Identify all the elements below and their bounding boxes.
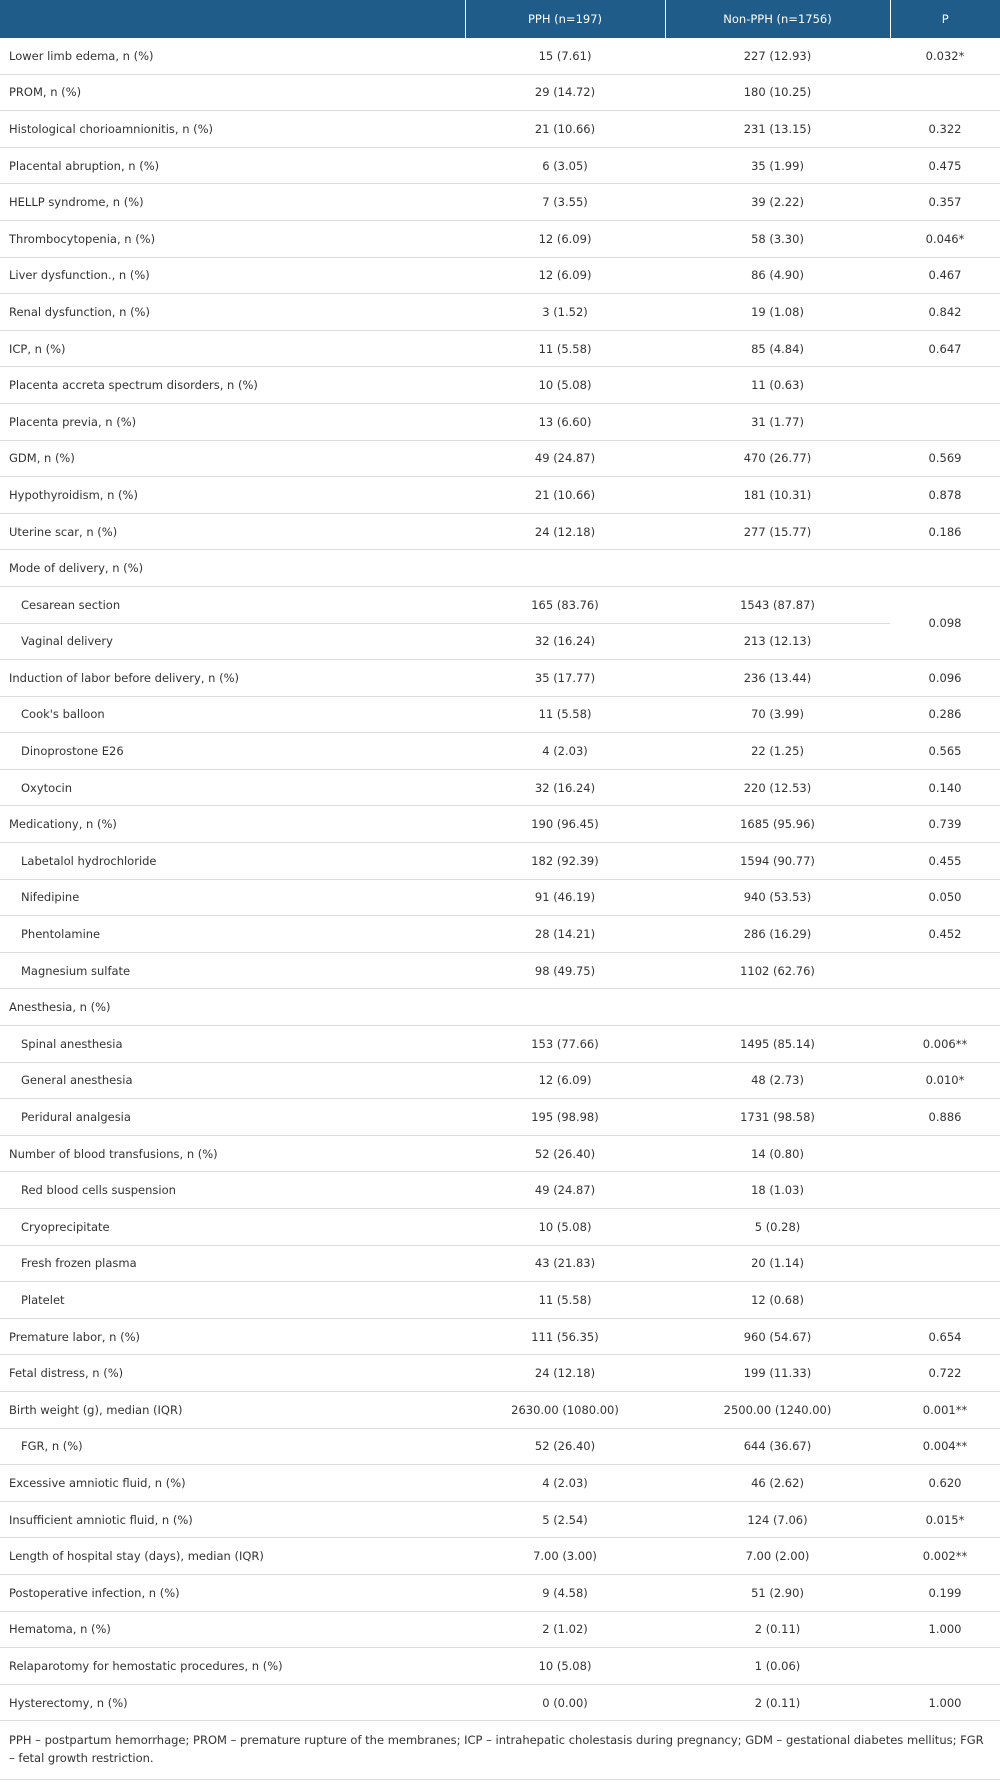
table-row [0,1648,1000,1685]
table-header [0,0,1000,38]
cell-non-pph: 960 (54.67) [665,1318,890,1355]
table-row [0,1245,1000,1282]
table-row [0,733,1000,770]
cell-non-pph: 31 (1.77) [665,403,890,440]
cell-p-value: 0.286 [890,696,1000,733]
cell-p-value: 0.722 [890,1355,1000,1392]
row-label: Insufficient amniotic fluid, n (%) [0,1501,465,1538]
row-label: Induction of labor before delivery, n (%) [0,660,465,697]
cell-pph: 7 (3.55) [465,184,665,221]
table-row [0,879,1000,916]
cell-non-pph: 39 (2.22) [665,184,890,221]
row-label: Phentolamine [0,916,465,953]
cell-p-value: 0.452 [890,916,1000,953]
cell-pph: 21 (10.66) [465,111,665,148]
cell-pph: 32 (16.24) [465,623,665,660]
row-label: Labetalol hydrochloride [0,843,465,880]
row-label: Lower limb edema, n (%) [0,38,465,74]
row-label: GDM, n (%) [0,440,465,477]
header-non-pph: Non-PPH (n=1756) [665,0,890,38]
row-label: Placenta previa, n (%) [0,403,465,440]
header-row [0,0,1000,38]
cell-non-pph: 7.00 (2.00) [665,1538,890,1575]
row-label: Red blood cells suspension [0,1172,465,1209]
header-p-value: P [890,0,1000,38]
cell-pph: 10 (5.08) [465,367,665,404]
row-label: General anesthesia [0,1062,465,1099]
row-label: Placental abruption, n (%) [0,147,465,184]
cell-p-value: 0.878 [890,477,1000,514]
cell-pph: 24 (12.18) [465,1355,665,1392]
table-row [0,769,1000,806]
cell-non-pph: 277 (15.77) [665,513,890,550]
table-row [0,1318,1000,1355]
cell-non-pph: 11 (0.63) [665,367,890,404]
cell-pph: 165 (83.76) [465,586,665,623]
cell-non-pph: 18 (1.03) [665,1172,890,1209]
row-label: Spinal anesthesia [0,1026,465,1063]
table-row [0,1282,1000,1319]
cell-p-value [890,1282,1000,1319]
cell-p-value [890,1209,1000,1246]
table-footnote: PPH – postpartum hemorrhage; PROM – premature rupture of the membranes; ICP – intrahepatic cholestasis during pregnancy; GDM – gestational diabetes mellitus; FGR – fetal growth restriction. [0,1721,1000,1780]
cell-pph: 9 (4.58) [465,1574,665,1611]
cell-pph: 153 (77.66) [465,1026,665,1063]
cell-non-pph: 199 (11.33) [665,1355,890,1392]
cell-p-value [890,952,1000,989]
cell-pph: 29 (14.72) [465,74,665,111]
cell-pph: 11 (5.58) [465,330,665,367]
cell-p-value: 0.322 [890,111,1000,148]
row-label: Placenta accreta spectrum disorders, n (%) [0,367,465,404]
row-label: Hypothyroidism, n (%) [0,477,465,514]
row-label: Cesarean section [0,586,465,623]
table-row [0,1026,1000,1063]
cell-non-pph: 1495 (85.14) [665,1026,890,1063]
cell-pph: 21 (10.66) [465,477,665,514]
table-row [0,696,1000,733]
row-label: Hysterectomy, n (%) [0,1684,465,1721]
cell-p-value [890,550,1000,587]
cell-non-pph [665,550,890,587]
cell-non-pph [665,989,890,1026]
row-label: Platelet [0,1282,465,1319]
table-row [0,38,1000,74]
table-row [0,1574,1000,1611]
row-label: Birth weight (g), median (IQR) [0,1391,465,1428]
row-label: Vaginal delivery [0,623,465,660]
table-row [0,1501,1000,1538]
row-label: HELLP syndrome, n (%) [0,184,465,221]
table-row [0,952,1000,989]
row-label: Cook's balloon [0,696,465,733]
table-row [0,806,1000,843]
header-variable [0,0,465,38]
cell-p-value: 0.467 [890,257,1000,294]
cell-p-value: 0.098 [890,586,1000,659]
cell-non-pph: 940 (53.53) [665,879,890,916]
table-row [0,1684,1000,1721]
row-label: Liver dysfunction., n (%) [0,257,465,294]
cell-pph: 2630.00 (1080.00) [465,1391,665,1428]
row-label: Length of hospital stay (days), median (IQR) [0,1538,465,1575]
cell-non-pph: 22 (1.25) [665,733,890,770]
row-label: Cryoprecipitate [0,1209,465,1246]
cell-pph: 4 (2.03) [465,733,665,770]
row-label: Mode of delivery, n (%) [0,550,465,587]
cell-p-value: 0.032* [890,38,1000,74]
table-row [0,184,1000,221]
cell-p-value: 0.186 [890,513,1000,550]
table-row [0,1355,1000,1392]
row-label: Anesthesia, n (%) [0,989,465,1026]
cell-non-pph: 19 (1.08) [665,294,890,331]
cell-pph: 5 (2.54) [465,1501,665,1538]
cell-p-value: 1.000 [890,1611,1000,1648]
cell-p-value: 0.886 [890,1099,1000,1136]
row-label: Histological chorioamnionitis, n (%) [0,111,465,148]
row-label: Magnesium sulfate [0,952,465,989]
cell-non-pph: 35 (1.99) [665,147,890,184]
cell-non-pph: 1102 (62.76) [665,952,890,989]
table-row [0,74,1000,111]
row-label: Excessive amniotic fluid, n (%) [0,1465,465,1502]
cell-p-value: 0.096 [890,660,1000,697]
cell-non-pph: 58 (3.30) [665,220,890,257]
table-row [0,294,1000,331]
cell-non-pph: 231 (13.15) [665,111,890,148]
cell-p-value: 0.004** [890,1428,1000,1465]
cell-p-value [890,1135,1000,1172]
table-row [0,586,1000,623]
table-body [0,38,1000,1721]
table-row [0,1062,1000,1099]
table-row [0,550,1000,587]
row-label: Peridural analgesia [0,1099,465,1136]
cell-pph: 52 (26.40) [465,1135,665,1172]
row-label: Thrombocytopenia, n (%) [0,220,465,257]
cell-p-value: 0.620 [890,1465,1000,1502]
cell-pph: 32 (16.24) [465,769,665,806]
row-label: Relaparotomy for hemostatic procedures, n (%) [0,1648,465,1685]
cell-non-pph: 20 (1.14) [665,1245,890,1282]
cell-pph: 7.00 (3.00) [465,1538,665,1575]
cell-non-pph: 46 (2.62) [665,1465,890,1502]
row-label: Postoperative infection, n (%) [0,1574,465,1611]
table-row [0,220,1000,257]
table-row [0,1538,1000,1575]
cell-non-pph: 1685 (95.96) [665,806,890,843]
cell-p-value: 0.002** [890,1538,1000,1575]
cell-pph: 12 (6.09) [465,257,665,294]
row-label: Fresh frozen plasma [0,1245,465,1282]
cell-p-value: 0.001** [890,1391,1000,1428]
table-row [0,440,1000,477]
row-label: Premature labor, n (%) [0,1318,465,1355]
cell-non-pph: 220 (12.53) [665,769,890,806]
table-row [0,257,1000,294]
cell-non-pph: 14 (0.80) [665,1135,890,1172]
cell-p-value [890,367,1000,404]
cell-p-value: 0.455 [890,843,1000,880]
cell-p-value: 0.050 [890,879,1000,916]
cell-non-pph: 124 (7.06) [665,1501,890,1538]
cell-pph [465,989,665,1026]
row-label: Renal dysfunction, n (%) [0,294,465,331]
cell-non-pph: 1 (0.06) [665,1648,890,1685]
cell-pph: 49 (24.87) [465,440,665,477]
cell-pph: 195 (98.98) [465,1099,665,1136]
row-label: Oxytocin [0,769,465,806]
cell-pph: 98 (49.75) [465,952,665,989]
cell-pph: 4 (2.03) [465,1465,665,1502]
table-row [0,1099,1000,1136]
table-row [0,513,1000,550]
cell-pph: 190 (96.45) [465,806,665,843]
cell-non-pph: 48 (2.73) [665,1062,890,1099]
cell-p-value [890,1648,1000,1685]
row-label: FGR, n (%) [0,1428,465,1465]
cell-non-pph: 5 (0.28) [665,1209,890,1246]
cell-pph: 13 (6.60) [465,403,665,440]
cell-non-pph: 1594 (90.77) [665,843,890,880]
cell-p-value: 0.475 [890,147,1000,184]
cell-non-pph: 236 (13.44) [665,660,890,697]
cell-p-value: 0.046* [890,220,1000,257]
cell-non-pph: 12 (0.68) [665,1282,890,1319]
row-label: Nifedipine [0,879,465,916]
cell-p-value: 0.654 [890,1318,1000,1355]
cell-pph: 10 (5.08) [465,1209,665,1246]
cell-non-pph: 85 (4.84) [665,330,890,367]
row-label: Number of blood transfusions, n (%) [0,1135,465,1172]
table-row [0,1135,1000,1172]
cell-pph: 11 (5.58) [465,696,665,733]
table-row [0,1209,1000,1246]
cell-pph: 12 (6.09) [465,1062,665,1099]
row-label: Dinoprostone E26 [0,733,465,770]
cell-pph: 111 (56.35) [465,1318,665,1355]
cell-non-pph: 1731 (98.58) [665,1099,890,1136]
cell-p-value: 0.739 [890,806,1000,843]
cell-p-value: 0.006** [890,1026,1000,1063]
row-label: ICP, n (%) [0,330,465,367]
cell-non-pph: 213 (12.13) [665,623,890,660]
row-label: Hematoma, n (%) [0,1611,465,1648]
cell-non-pph: 1543 (87.87) [665,586,890,623]
cell-pph: 2 (1.02) [465,1611,665,1648]
cell-p-value: 0.569 [890,440,1000,477]
cell-p-value [890,403,1000,440]
cell-p-value: 0.010* [890,1062,1000,1099]
table-row [0,1428,1000,1465]
cell-non-pph: 70 (3.99) [665,696,890,733]
cell-pph: 12 (6.09) [465,220,665,257]
table-row [0,330,1000,367]
table-row [0,989,1000,1026]
table-row [0,1465,1000,1502]
row-label: Medicationy, n (%) [0,806,465,843]
table-row [0,660,1000,697]
cell-pph: 49 (24.87) [465,1172,665,1209]
cell-non-pph: 644 (36.67) [665,1428,890,1465]
table-row [0,367,1000,404]
row-label: PROM, n (%) [0,74,465,111]
row-label: Uterine scar, n (%) [0,513,465,550]
cell-pph: 6 (3.05) [465,147,665,184]
cell-non-pph: 2500.00 (1240.00) [665,1391,890,1428]
row-label: Fetal distress, n (%) [0,1355,465,1392]
cell-non-pph: 51 (2.90) [665,1574,890,1611]
cell-p-value: 1.000 [890,1684,1000,1721]
cell-pph: 52 (26.40) [465,1428,665,1465]
table-row [0,147,1000,184]
cell-pph: 10 (5.08) [465,1648,665,1685]
cell-pph: 3 (1.52) [465,294,665,331]
cell-p-value: 0.842 [890,294,1000,331]
table-row [0,403,1000,440]
cell-p-value: 0.565 [890,733,1000,770]
table-row [0,1611,1000,1648]
cell-non-pph: 470 (26.77) [665,440,890,477]
cell-pph: 0 (0.00) [465,1684,665,1721]
cell-pph [465,550,665,587]
cell-non-pph: 181 (10.31) [665,477,890,514]
cell-pph: 35 (17.77) [465,660,665,697]
cell-non-pph: 2 (0.11) [665,1611,890,1648]
cell-p-value: 0.647 [890,330,1000,367]
cell-p-value [890,989,1000,1026]
cell-non-pph: 86 (4.90) [665,257,890,294]
cell-p-value: 0.357 [890,184,1000,221]
cell-non-pph: 286 (16.29) [665,916,890,953]
table-row [0,1391,1000,1428]
cell-pph: 91 (46.19) [465,879,665,916]
table-row [0,111,1000,148]
table-row [0,477,1000,514]
cell-pph: 43 (21.83) [465,1245,665,1282]
cell-pph: 24 (12.18) [465,513,665,550]
cell-non-pph: 227 (12.93) [665,38,890,74]
cell-p-value: 0.199 [890,1574,1000,1611]
table-row [0,1172,1000,1209]
cell-non-pph: 180 (10.25) [665,74,890,111]
cell-pph: 15 (7.61) [465,38,665,74]
cell-pph: 182 (92.39) [465,843,665,880]
table-row [0,623,1000,660]
cell-pph: 28 (14.21) [465,916,665,953]
cell-p-value: 0.015* [890,1501,1000,1538]
header-pph: PPH (n=197) [465,0,665,38]
cell-p-value: 0.140 [890,769,1000,806]
cell-p-value [890,74,1000,111]
table-row [0,843,1000,880]
cell-pph: 11 (5.58) [465,1282,665,1319]
table-row [0,916,1000,953]
cell-non-pph: 2 (0.11) [665,1684,890,1721]
cell-p-value [890,1245,1000,1282]
cell-p-value [890,1172,1000,1209]
